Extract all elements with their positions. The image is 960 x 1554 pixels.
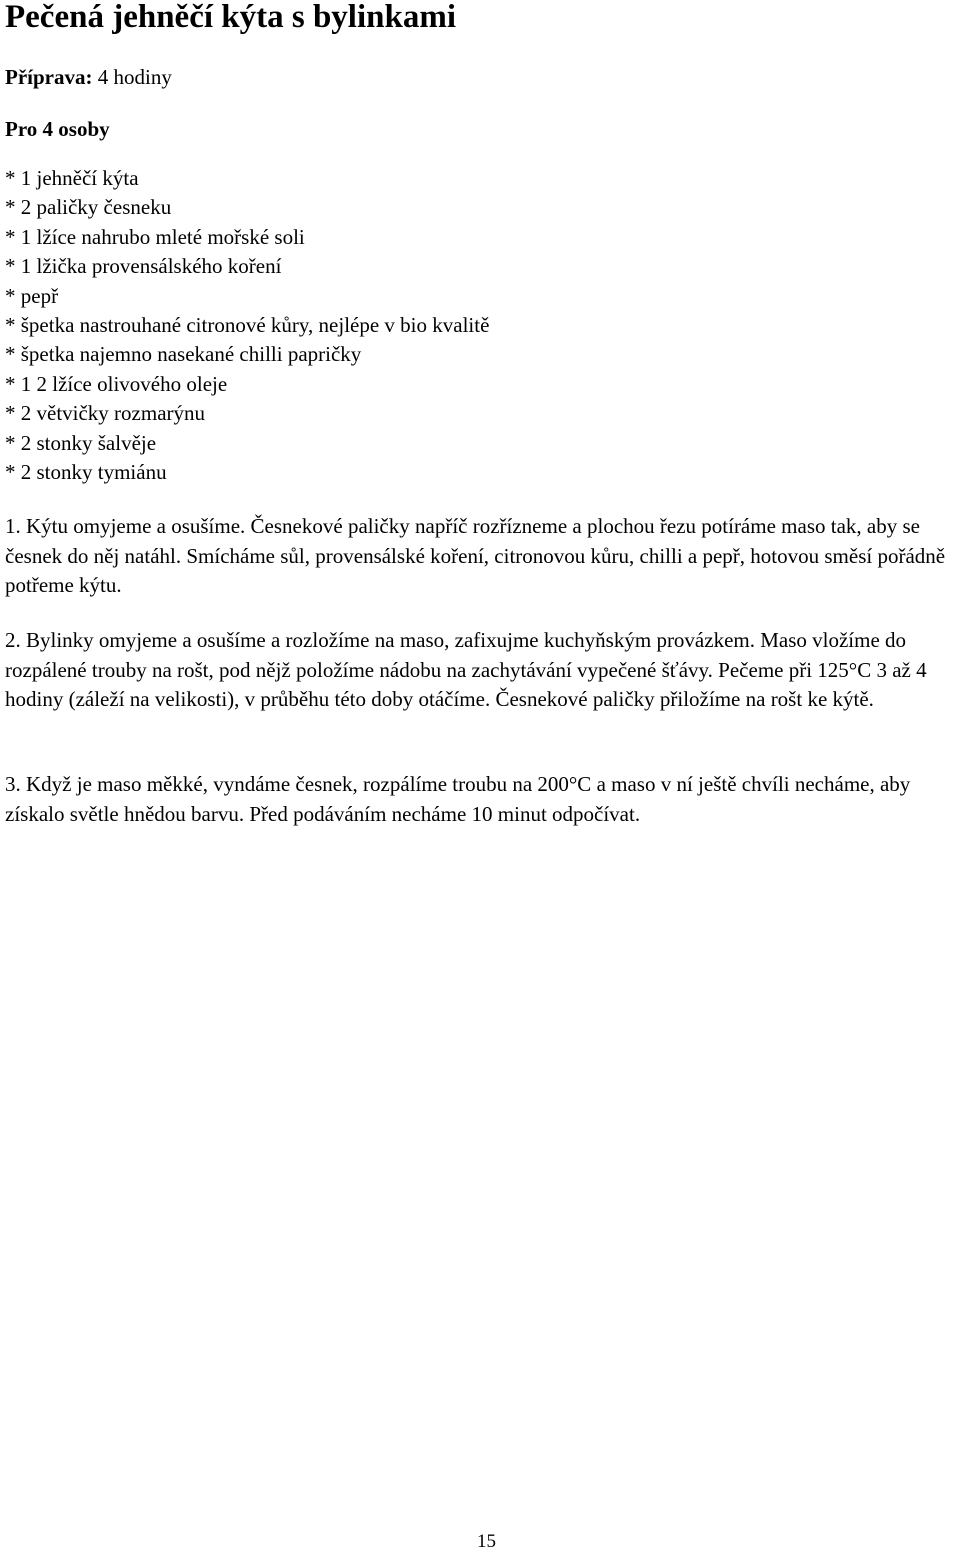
ingredient-item: * 1 lžíce nahrubo mleté mořské soli bbox=[5, 224, 305, 249]
ingredient-item: * pepř bbox=[5, 283, 59, 308]
recipe-title: Pečená jehněčí kýta s bylinkami bbox=[5, 0, 456, 35]
step-3: 3. Když je maso měkké, vyndáme česnek, rozpálíme troubu na 200°C a maso v ní ještě chvíli necháme, aby získalo světle hnědou barvu. Před podáváním necháme 10 minut odpočívat. bbox=[5, 772, 911, 826]
prep-label: Příprava: bbox=[5, 65, 93, 89]
step-2: 2. Bylinky omyjeme a osušíme a rozložíme na maso, zafixujme kuchyňským provázkem. Maso vložíme do rozpálené trouby na rošt, pod nějž položíme nádobu na zachytávání vypečené šťávy. Pečeme při 125°C 3 až 4 hodiny (záleží na velikosti), v průběhu této doby otáčíme. Česnekové paličky přiložíme na rošt ke kýtě. bbox=[5, 628, 927, 711]
prep-value: 4 hodiny bbox=[97, 65, 172, 89]
servings bbox=[5, 115, 110, 144]
ingredient-item: * špetka najemno nasekané chilli papričky bbox=[5, 342, 362, 367]
ingredient-item: * 1 jehněčí kýta bbox=[5, 166, 139, 190]
prep-time bbox=[5, 63, 172, 92]
ingredient-item: * 2 větvičky rozmarýnu bbox=[5, 401, 206, 426]
servings-label: Pro 4 osoby bbox=[5, 117, 110, 141]
ingredient-item: * 2 stonky šalvěje bbox=[5, 430, 157, 455]
step-1: 1. Kýtu omyjeme a osušíme. Česnekové paličky napříč rozřízneme a plochou řezu potíráme maso tak, aby se česnek do něj natáhl. Smícháme sůl, provensálské koření, citronovou kůru, chilli a pepř, hotovou směsí pořádně potřeme kýtu. bbox=[5, 514, 946, 597]
ingredient-item: * 2 paličky česneku bbox=[5, 195, 172, 220]
ingredient-list bbox=[5, 164, 489, 487]
ingredient-item: * 1 2 lžíce olivového oleje bbox=[5, 371, 228, 396]
ingredient-item: * 1 lžička provensálského koření bbox=[5, 254, 282, 279]
ingredient-item: * 2 stonky tymiánu bbox=[5, 460, 167, 485]
page-number: 15 bbox=[477, 1531, 496, 1552]
ingredient-item: * špetka nastrouhané citronové kůry, nejlépe v bio kvalitě bbox=[5, 313, 490, 338]
